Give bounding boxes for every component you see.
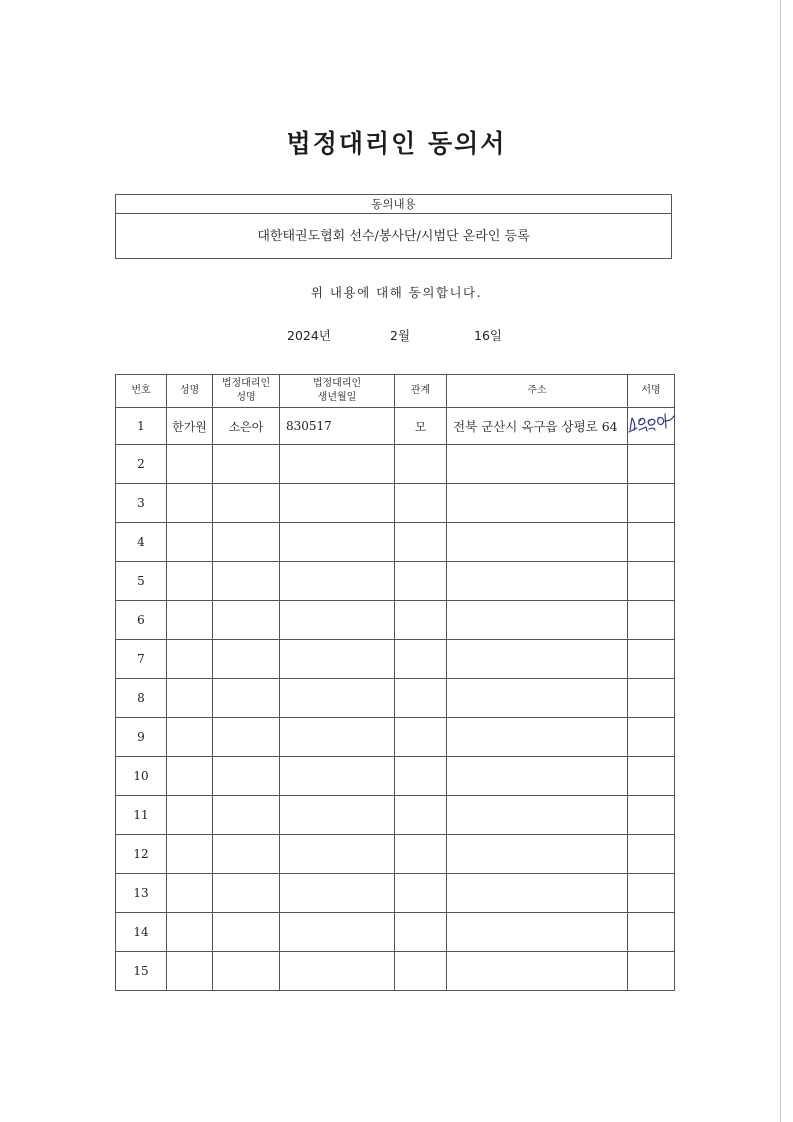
header-guardian-birth-line1: 법정대리인 [312, 378, 362, 389]
cell-address [447, 484, 628, 523]
cell-relation [395, 601, 447, 640]
cell-relation [395, 874, 447, 913]
table-row [116, 484, 675, 523]
cell-guardian-birth [280, 601, 395, 640]
cell-guardian-birth [280, 640, 395, 679]
cell-no: 8 [116, 679, 167, 718]
cell-name [167, 913, 213, 952]
cell-no: 12 [116, 835, 167, 874]
cell-name [167, 718, 213, 757]
cell-signature [628, 484, 675, 523]
cell-address [447, 679, 628, 718]
page-edge-line [780, 0, 781, 1122]
cell-name [167, 874, 213, 913]
table-row [116, 601, 675, 640]
cell-name [167, 562, 213, 601]
cell-guardian-birth [280, 952, 395, 991]
cell-guardian-name [213, 484, 280, 523]
header-guardian-name-line2: 성명 [236, 392, 256, 403]
cell-address [447, 757, 628, 796]
cell-no: 3 [116, 484, 167, 523]
cell-signature [628, 562, 675, 601]
table-row [116, 640, 675, 679]
cell-guardian-birth [280, 679, 395, 718]
header-guardian-name-line1: 법정대리인 [221, 378, 271, 389]
table-row [116, 796, 675, 835]
cell-no: 1 [116, 408, 167, 445]
cell-relation [395, 484, 447, 523]
cell-no: 11 [116, 796, 167, 835]
cell-name [167, 445, 213, 484]
consent-box [115, 194, 672, 259]
cell-signature [628, 952, 675, 991]
table-row [116, 718, 675, 757]
cell-relation [395, 757, 447, 796]
cell-guardian-birth [280, 484, 395, 523]
cell-guardian-birth [280, 523, 395, 562]
cell-no: 2 [116, 445, 167, 484]
cell-address [447, 835, 628, 874]
cell-no: 5 [116, 562, 167, 601]
consent-content: 대한태권도협회 선수/봉사단/시범단 온라인 등록 [257, 229, 530, 244]
cell-guardian-name: 소은아 [213, 408, 280, 445]
cell-no: 13 [116, 874, 167, 913]
cell-signature [628, 796, 675, 835]
cell-guardian-birth [280, 562, 395, 601]
cell-guardian-name [213, 796, 280, 835]
header-guardian-birth [280, 375, 395, 408]
cell-guardian-name [213, 523, 280, 562]
cell-address: 전북 군산시 옥구읍 상평로 64 [447, 408, 628, 445]
cell-relation [395, 562, 447, 601]
cell-address [447, 523, 628, 562]
cell-guardian-name [213, 601, 280, 640]
cell-guardian-birth [280, 874, 395, 913]
cell-signature [628, 523, 675, 562]
cell-guardian-birth [280, 796, 395, 835]
table-row [116, 757, 675, 796]
cell-address [447, 874, 628, 913]
cell-guardian-name [213, 952, 280, 991]
cell-signature [628, 601, 675, 640]
cell-address [447, 952, 628, 991]
table-row [116, 408, 675, 445]
cell-guardian-birth: 830517 [280, 408, 395, 445]
cell-relation [395, 913, 447, 952]
cell-name [167, 601, 213, 640]
table-row [116, 562, 675, 601]
cell-relation [395, 640, 447, 679]
cell-guardian-birth [280, 718, 395, 757]
header-guardian-birth-line2: 생년월일 [317, 392, 357, 403]
consent-header: 동의내용 [116, 195, 671, 214]
cell-name [167, 952, 213, 991]
cell-name [167, 835, 213, 874]
cell-relation [395, 796, 447, 835]
cell-signature [628, 835, 675, 874]
header-no: 번호 [116, 375, 167, 408]
cell-guardian-name [213, 562, 280, 601]
cell-relation [395, 718, 447, 757]
cell-name: 한가원 [167, 408, 213, 445]
cell-address [447, 913, 628, 952]
table-row [116, 913, 675, 952]
cell-relation: 모 [395, 408, 447, 445]
cell-no: 10 [116, 757, 167, 796]
cell-signature [628, 445, 675, 484]
cell-address [447, 640, 628, 679]
cell-no: 7 [116, 640, 167, 679]
handwritten-signature [628, 408, 675, 445]
cell-signature [628, 640, 675, 679]
cell-name [167, 523, 213, 562]
cell-name [167, 484, 213, 523]
table-row [116, 523, 675, 562]
date-month: 2월 [390, 328, 411, 343]
cell-guardian-name [213, 835, 280, 874]
cell-address [447, 601, 628, 640]
cell-name [167, 640, 213, 679]
cell-relation [395, 835, 447, 874]
guardian-table [115, 374, 675, 991]
cell-name [167, 796, 213, 835]
cell-guardian-name [213, 640, 280, 679]
cell-guardian-birth [280, 835, 395, 874]
cell-guardian-name [213, 679, 280, 718]
table-row [116, 952, 675, 991]
cell-guardian-name [213, 913, 280, 952]
cell-signature [628, 913, 675, 952]
cell-guardian-name [213, 445, 280, 484]
header-name: 성명 [167, 375, 213, 408]
cell-signature [628, 718, 675, 757]
header-guardian-name [213, 375, 280, 408]
cell-relation [395, 445, 447, 484]
cell-no: 4 [116, 523, 167, 562]
cell-guardian-name [213, 757, 280, 796]
cell-address [447, 562, 628, 601]
cell-signature [628, 757, 675, 796]
header-signature: 서명 [628, 375, 675, 408]
cell-signature [628, 874, 675, 913]
cell-signature [628, 679, 675, 718]
cell-relation [395, 679, 447, 718]
cell-address [447, 445, 628, 484]
cell-guardian-name [213, 718, 280, 757]
cell-guardian-birth [280, 913, 395, 952]
signature-scribble [628, 408, 675, 444]
cell-name [167, 757, 213, 796]
cell-relation [395, 523, 447, 562]
cell-no: 6 [116, 601, 167, 640]
cell-name [167, 679, 213, 718]
cell-address [447, 718, 628, 757]
table-row [116, 445, 675, 484]
cell-no: 15 [116, 952, 167, 991]
table-row [116, 835, 675, 874]
cell-no: 9 [116, 718, 167, 757]
header-address: 주소 [447, 375, 628, 408]
header-relation: 관계 [395, 375, 447, 408]
table-row [116, 874, 675, 913]
table-header-row [116, 375, 675, 408]
cell-guardian-birth [280, 445, 395, 484]
date-day: 16일 [474, 328, 502, 343]
agreement-statement: 위 내용에 대해 동의합니다. [310, 285, 483, 300]
cell-no: 14 [116, 913, 167, 952]
cell-address [447, 796, 628, 835]
date-year: 2024년 [287, 328, 331, 343]
cell-guardian-name [213, 874, 280, 913]
table-row [116, 679, 675, 718]
cell-relation [395, 952, 447, 991]
cell-guardian-birth [280, 757, 395, 796]
document-title: 법정대리인 동의서 [286, 129, 507, 158]
